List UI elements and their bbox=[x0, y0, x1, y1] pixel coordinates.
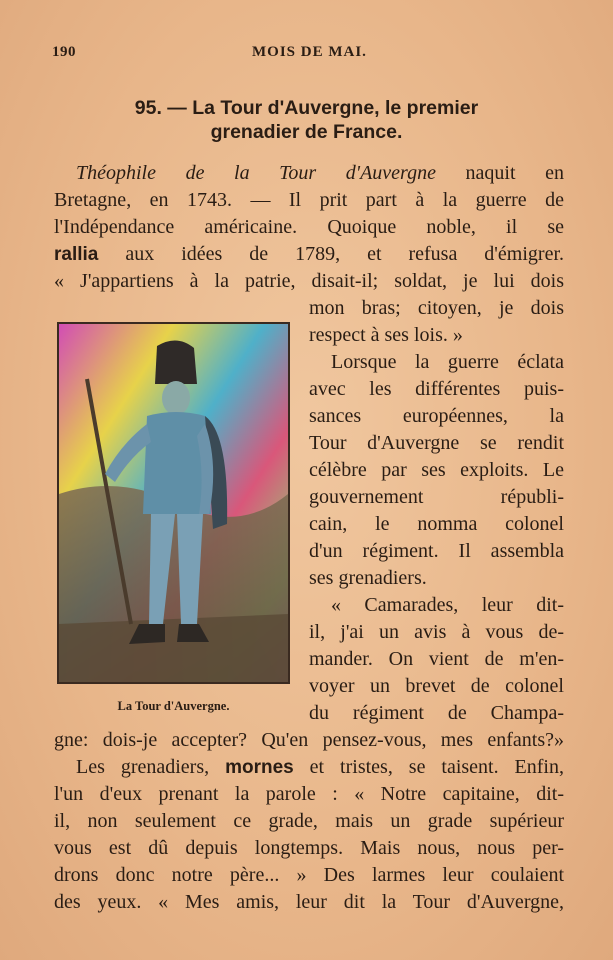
text-line: gne: dois-je accepter? Qu'en pensez-vous, mes enfants?» bbox=[54, 729, 564, 751]
running-head bbox=[52, 44, 561, 64]
text-line: l'un d'eux prenant la parole : « Notre capitaine, dit- bbox=[54, 783, 564, 805]
grenadier-engraving bbox=[59, 324, 288, 682]
text-line: vous est dû depuis longtemps. Mais nous, nous per- bbox=[54, 837, 564, 859]
text-line: « Camarades, leur dit- bbox=[331, 594, 564, 616]
text-line: mon bras; citoyen, je dois bbox=[309, 297, 564, 319]
foreground-ground bbox=[59, 614, 288, 682]
glossary-word: rallia bbox=[54, 244, 99, 265]
section-title-line-1: 95. — La Tour d'Auvergne, le premier bbox=[134, 97, 479, 119]
person-name: Théophile de la Tour d'Auvergne bbox=[76, 162, 436, 184]
text-line: l'Indépendance américaine. Quoique noble, il se bbox=[54, 216, 564, 238]
text-line: Les grenadiers, mornes et tristes, se taisent. Enfin, bbox=[76, 756, 564, 778]
grenadier-head bbox=[162, 381, 190, 415]
bearskin-hat bbox=[155, 340, 197, 384]
page-number: 190 bbox=[52, 44, 76, 60]
text-line: respect à ses lois. » bbox=[309, 324, 463, 346]
text-line: gouvernement républi- bbox=[309, 486, 564, 508]
text-line: des yeux. « Mes amis, leur dit la Tour d'Auvergne, bbox=[54, 891, 564, 913]
text-line: Lorsque la guerre éclata bbox=[331, 351, 564, 373]
text-line: du régiment de Champa- bbox=[309, 702, 564, 724]
running-title: MOIS DE MAI. bbox=[252, 44, 367, 60]
text-line: mander. On vient de m'en- bbox=[309, 648, 564, 670]
text-line: « J'appartiens à la patrie, disait-il; soldat, je lui dois bbox=[54, 270, 564, 292]
text-line: cain, le nomma colonel bbox=[309, 513, 564, 535]
text-line: Théophile de la Tour d'Auvergne naquit en bbox=[76, 162, 564, 184]
text-line: célèbre par ses exploits. Le bbox=[309, 459, 564, 481]
figure-caption: La Tour d'Auvergne. bbox=[117, 699, 230, 713]
section-title bbox=[54, 96, 559, 144]
glossary-word: mornes bbox=[225, 757, 294, 778]
text-line: ses grenadiers. bbox=[309, 567, 427, 589]
text-line: voyer un brevet de colonel bbox=[309, 675, 564, 697]
grenadier-illustration bbox=[57, 322, 290, 684]
text-line: Bretagne, en 1743. — Il prit part à la guerre de bbox=[54, 189, 564, 211]
text-line: rallia aux idées de 1789, et refusa d'émigrer. bbox=[54, 243, 564, 265]
text-line: drons donc notre père... » Des larmes leur coulaient bbox=[54, 864, 564, 886]
text-line: il, non seulement ce grade, mais un grade supérieur bbox=[54, 810, 564, 832]
section-title-line-2: grenadier de France. bbox=[210, 121, 403, 143]
text-line: d'un régiment. Il assembla bbox=[309, 540, 564, 562]
text-line: sances européennes, la bbox=[309, 405, 564, 427]
text-line: Tour d'Auvergne se rendit bbox=[309, 432, 564, 454]
text-line: avec les différentes puis- bbox=[309, 378, 564, 400]
text-line: il, j'ai un avis à vous de- bbox=[309, 621, 564, 643]
